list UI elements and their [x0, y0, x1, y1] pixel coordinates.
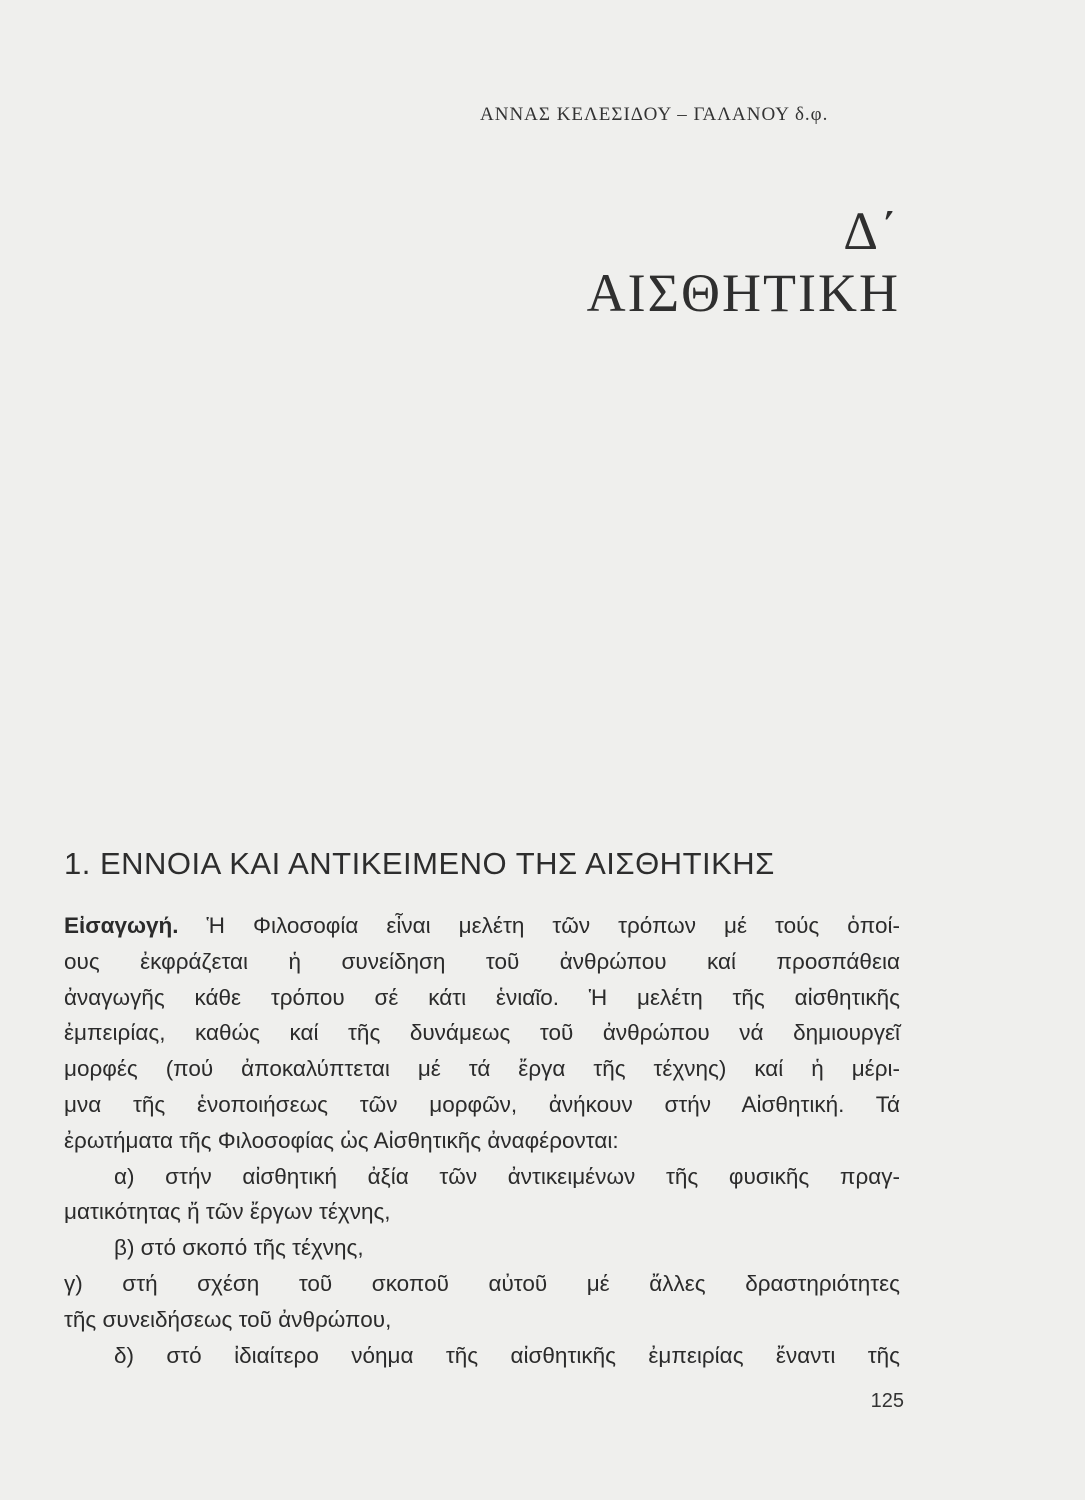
body-text [64, 908, 900, 1373]
intro-label: Εἰσαγωγή. [64, 913, 179, 938]
list-item-continuation: τῆς συνειδήσεως τοῦ ἀνθρώπου, [64, 1306, 392, 1332]
page-number: 125 [870, 1390, 904, 1412]
text-line: ους ἐκφράζεται ἡ συνείδηση τοῦ ἀνθρώπου καί προσπάθεια [64, 948, 900, 974]
running-header-author: ΑΝΝΑΣ ΚΕΛΕΣΙΔΟΥ – ΓΑΛΑΝΟΥ δ.φ. [480, 104, 829, 125]
section-heading: 1. ΕΝΝΟΙΑ ΚΑΙ ΑΝΤΙΚΕΙΜΕΝΟ ΤΗΣ ΑΙΣΘΗΤΙΚΗΣ [64, 846, 775, 881]
list-item: α) στήν αἰσθητική ἀξία τῶν ἀντικειμένων τῆς φυσικῆς πραγ- [114, 1163, 900, 1189]
text-line: μορφές (πού ἀποκαλύπτεται μέ τά ἔργα τῆς τέχνης) καί ἡ μέρι- [64, 1056, 900, 1082]
list-item: δ) στό ἰδιαίτερο νόημα τῆς αἰσθητικῆς ἐμπειρίας ἔναντι τῆς [114, 1342, 900, 1368]
text-line [64, 908, 900, 944]
text-line-content: Ἡ Φιλοσοφία εἶναι μελέτη τῶν τρόπων μέ τούς ὁποί- [206, 913, 900, 938]
text-line: ἐμπειρίας, καθώς καί τῆς δυνάμεως τοῦ ἀνθρώπου νά δημιουργεῖ [64, 1020, 900, 1046]
text-line: ἀναγωγῆς κάθε τρόπου σέ κάτι ἑνιαῖο. Ἡ μελέτη τῆς αἰσθητικῆς [64, 984, 900, 1010]
list-item-continuation: ματικότητας ἤ τῶν ἔργων τέχνης, [64, 1199, 391, 1225]
list-item: β) στό σκοπό τῆς τέχνης, [114, 1235, 364, 1261]
list-item: γ) στή σχέση τοῦ σκοποῦ αὐτοῦ μέ ἄλλες δραστηριότητες [64, 1270, 900, 1296]
text-line: μνα τῆς ἑνοποιήσεως τῶν μορφῶν, ἀνήκουν στήν Αἰσθητική. Τά [64, 1091, 900, 1117]
text-line: ἐρωτήματα τῆς Φιλοσοφίας ὡς Αἰσθητικῆς ἀναφέρονται: [64, 1127, 619, 1153]
chapter-title: Δ΄ ΑΙΣΘΗΤΙΚΗ [586, 201, 900, 323]
